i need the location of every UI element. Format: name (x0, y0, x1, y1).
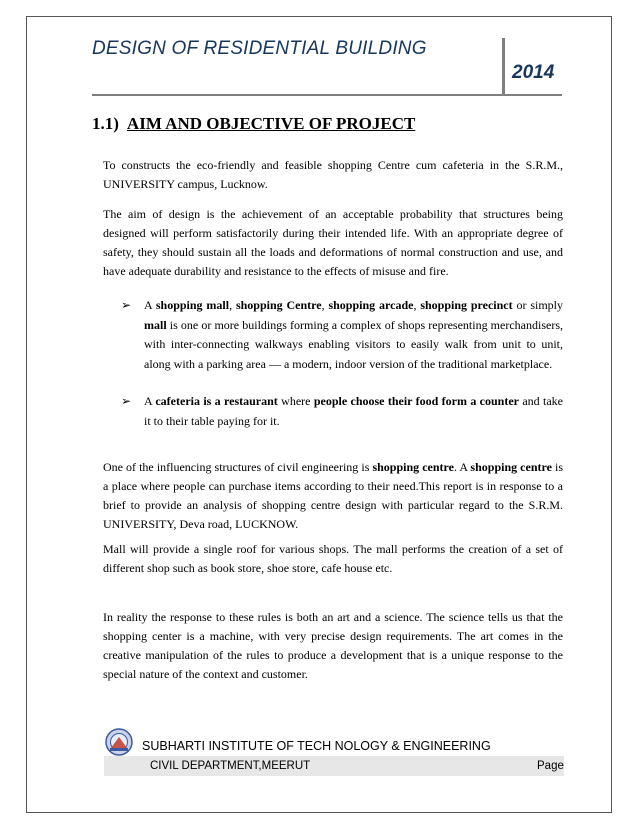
institute-emblem-icon (104, 727, 134, 757)
header-title: DESIGN OF RESIDENTIAL BUILDING (92, 38, 427, 59)
paragraph-aim: The aim of design is the achievement of an acceptable probability that structures being designed will perform satisfactorily during their intended life. With an appropriate degree of safety, they should sustain all the loads and deformations of normal construction and use, and have adequate durability and resistance to the effects of misuse and fire. (103, 207, 563, 278)
header-year: 2014 (512, 62, 555, 83)
footer-institute: SUBHARTI INSTITUTE OF TECH NOLOGY & ENGINEERING (142, 739, 491, 753)
paragraph-art-science: In reality the response to these rules is both an art and a science. The science tells us that the shopping center is a machine, with very precise design requirements. The art comes in the creative manipulation of the rules to produce a development that is a unique response to the special nature of the context and customer. (103, 610, 563, 681)
paragraph-mall-roof: Mall will provide a single roof for various shops. The mall performs the creation of a set of different shop such as book store, shoe store, cafe house etc. (103, 542, 563, 575)
footer-page-label: Page (537, 760, 564, 772)
bullet-arrow-icon: ➢ (121, 394, 132, 408)
bullet-arrow-icon: ➢ (121, 298, 132, 312)
paragraph-intro: To constructs the eco-friendly and feasible shopping Centre cum cafeteria in the S.R.M., UNIVERSITY campus, Lucknow. (103, 158, 563, 191)
bullet-shopping-mall: ➢ A shopping mall, shopping Centre, shopping arcade, shopping precinct or simply mall is one or more buildings forming a complex of shops representing merchandisers, with inter-connecting walkways enabling visitors to easily walk from unit to unit, along with a parking area — a modern, indoor version of the traditional marketplace. (121, 298, 564, 371)
header-divider-horizontal (92, 94, 562, 96)
section-number: 1.1) (92, 114, 119, 133)
footer-department: CIVIL DEPARTMENT,MEERUT (150, 760, 311, 772)
section-heading (92, 114, 415, 134)
bullet-cafeteria: ➢ A cafeteria is a restaurant where people choose their food form a counter and take it to their table paying for it. (121, 394, 563, 428)
header-divider-vertical (502, 38, 505, 94)
paragraph-shopping-centre: One of the influencing structures of civil engineering is shopping centre. A shopping centre is a place where people can purchase items according to their need.This report is in response to a brief to provide an analysis of shopping centre design with particular regard to the S.R.M. UNIVERSITY, Deva road, LUCKNOW. (103, 460, 563, 531)
section-title: AIM AND OBJECTIVE OF PROJECT (126, 114, 416, 133)
